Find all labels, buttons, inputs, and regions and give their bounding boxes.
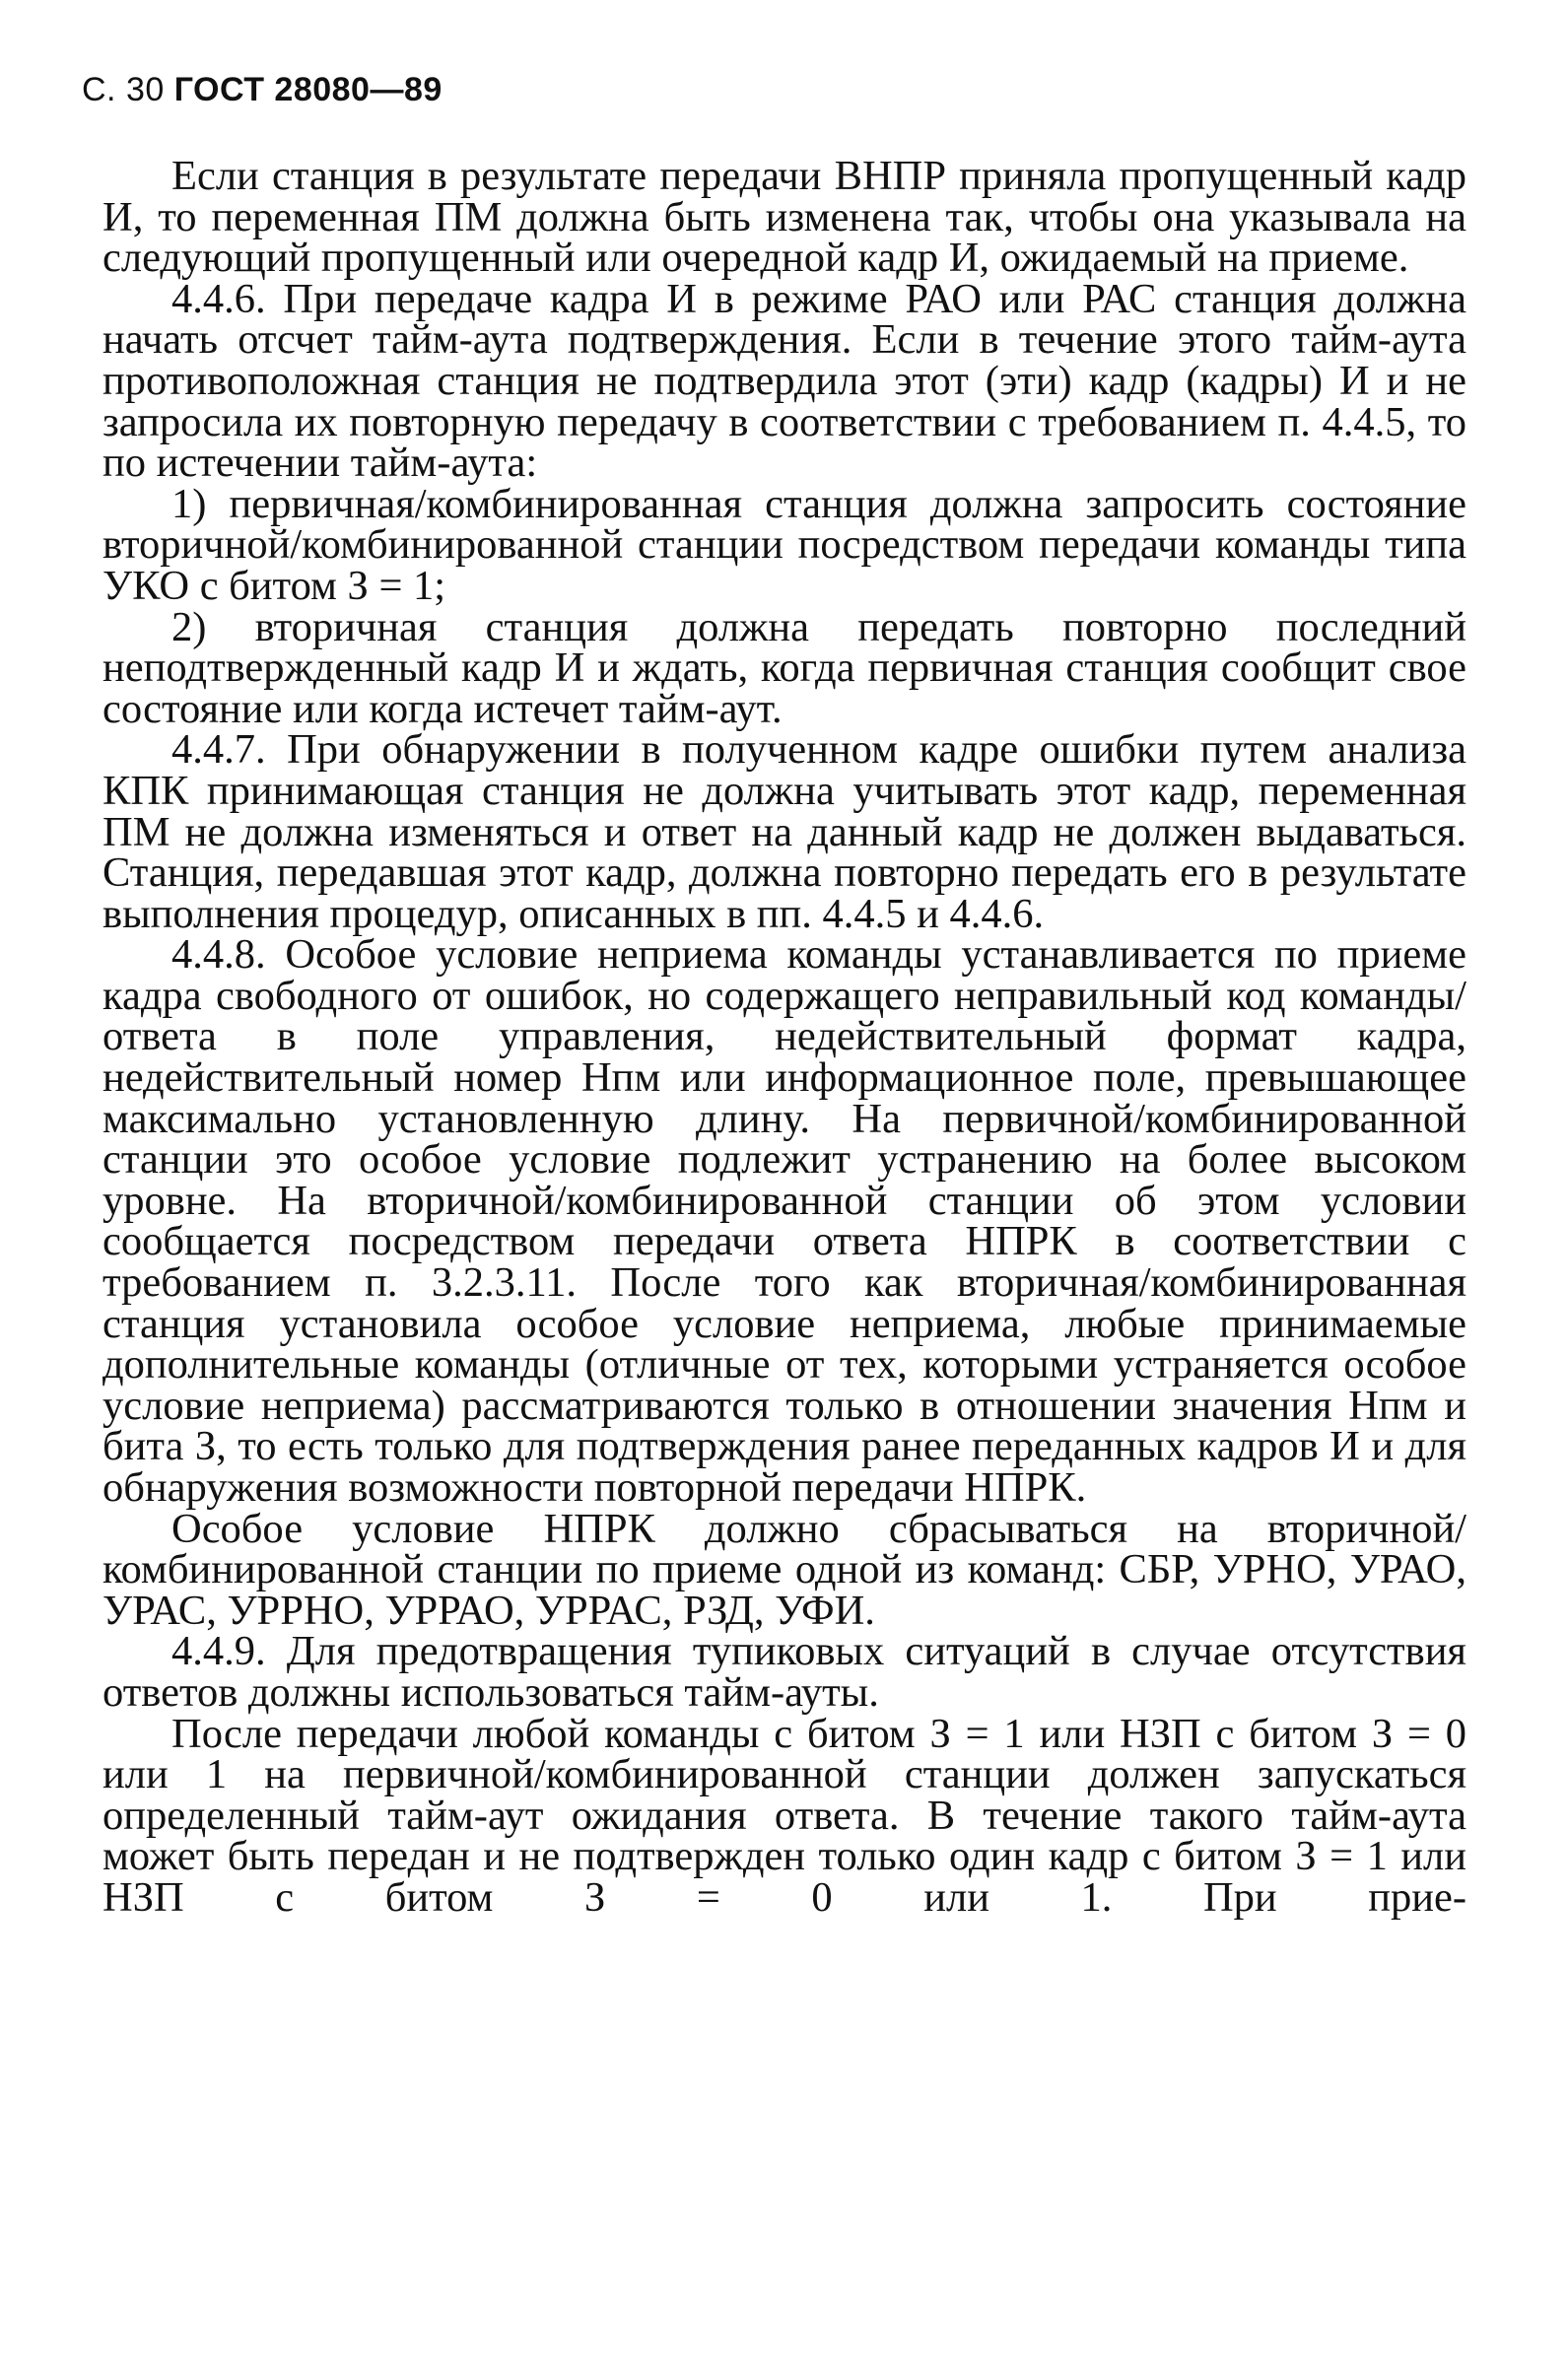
paragraph-nprk-reset: Особое условие НПРК должно сбрасываться на вторичной/комбинированной станции по приеме одной из команд: СБР, УРНО, УРАО, УРАС, УРРНО, УРРАО, УРРАС, РЗД, УФИ.	[102, 1505, 1466, 1634]
list-item-1-primary-station: 1) первичная/комбинированная станция должна запросить состояние вторичной/комбинированной станции посредством передачи команды типа УКО с битом З = 1;	[102, 480, 1466, 609]
paragraph-4-4-9: 4.4.9. Для предотвращения тупиковых ситуаций в случае отсутствия ответов должны использоваться тайм-ауты.	[102, 1628, 1466, 1716]
paragraph-4-4-6: 4.4.6. При передаче кадра И в режиме РАО или РАС станция должна начать отсчет тайм-аута подтверждения. Если в течение этого тайм-аута противоположная станция не подтвердила этот (эти) кадр (кадры) И и не запросила их повторную передачу в соответствии с требованием п. 4.4.5, то по истечении тайм-аута:	[102, 275, 1466, 487]
page-number: С. 30	[82, 71, 165, 108]
paragraph-4-4-7: 4.4.7. При обнаружении в полученном кадре ошибки путем анализа КПК принимающая станция не должна учитывать этот кадр, переменная ПМ не должна изменяться и ответ на данный кадр не должен выдаваться. Станция, передавшая этот кадр, должна повторно передать его в результате выполнения процедур, описанных в пп. 4.4.5 и 4.4.6.	[102, 726, 1466, 937]
standard-designation: ГОСТ 28080—89	[173, 71, 443, 108]
document-body	[102, 153, 1466, 1921]
paragraph-vnpr-skipped-frame: Если станция в результате передачи ВНПР приняла пропущенный кадр И, то переменная ПМ должна быть изменена так, чтобы она указывала на следующий пропущенный или очередной кадр И, ожидаемый на приеме.	[102, 153, 1466, 282]
list-item-2-secondary-station: 2) вторичная станция должна передать повторно последний неподтвержденный кадр И и ждать, когда первичная станция сообщит свое состояние или когда истечет тайм-аут.	[102, 603, 1466, 732]
page-header	[82, 71, 443, 109]
paragraph-4-4-8: 4.4.8. Особое условие неприема команды устанавливается по приеме кадра свободного от ошибок, но содержащего неправильный код команды/ответа в поле управления, недействительный формат кадра, недействительный номер Нпм или информационное поле, превышающее максимально установленную длину. На первичной/комбинированной станции это особое условие подлежит устранению на более высоком уровне. На вторичной/комбинированной станции об этом условии сообщается посредством передачи ответа НПРК в соответствии с требованием п. 3.2.3.11. После того как вторичная/комбинированная станция установила особое условие неприема, любые принимаемые дополнительные команды (отличные от тех, которыми устраняется особое условие неприема) рассматриваются только в отношении значения Нпм и бита З, то есть только для подтверждения ранее переданных кадров И и для обнаружения возможности повторной передачи НПРК.	[102, 931, 1466, 1511]
paragraph-timeout-after-command: После передачи любой команды с битом З = 1 или НЗП с битом З = 0 или 1 на первичной/комбинированной станции должен запускаться определенный тайм-аут ожидания ответа. В течение такого тайм-аута может быть передан и не подтвержден только один кадр с битом З = 1 или НЗП с битом З = 0 или 1. При прие-	[102, 1710, 1466, 1921]
